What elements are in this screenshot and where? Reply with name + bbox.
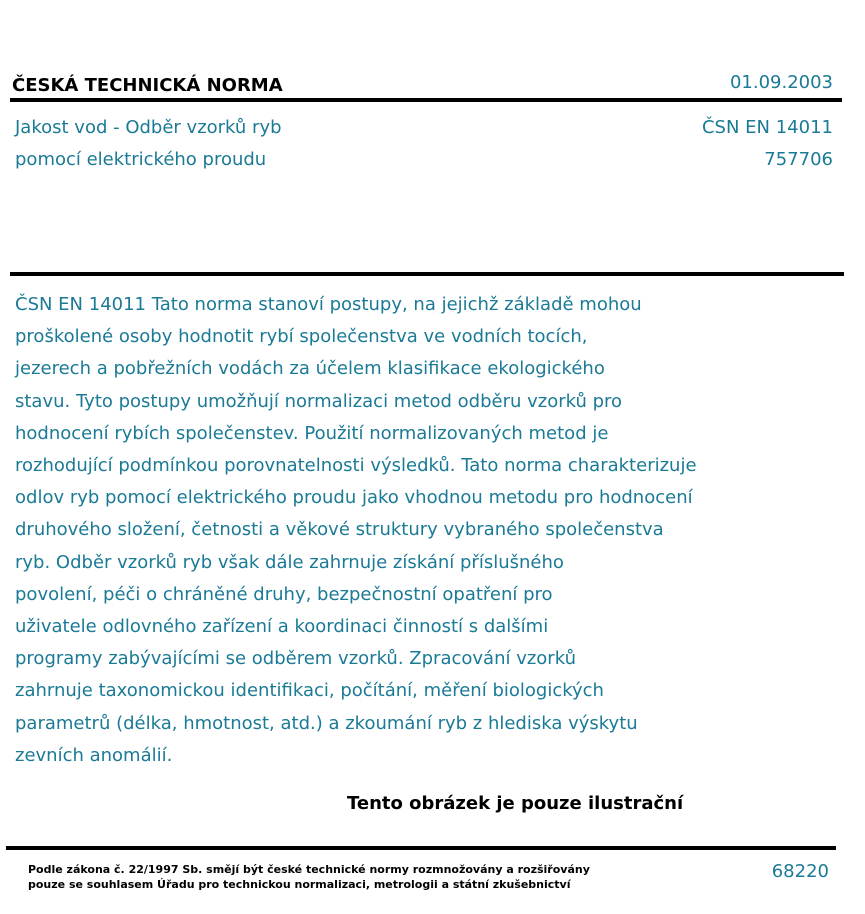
illustration-notice: Tento obrázek je pouze ilustrační — [347, 793, 684, 814]
abstract-text: ČSN EN 14011 Tato norma stanoví postupy, na jejichž základě mohou proškolené osoby hodnotit rybí společenstva ve vodních tocích, jezerech a pobřežních vodách za účelem klasifikace ekologického stavu. Tyto postupy umožňují normalizaci metod odběru vzorků pro hodnocení rybích společenstev. Použití normalizovaných metod je rozhodující podmínkou porovnatelnosti výsledků. Tato norma charakterizuje odlov ryb pomocí elektrického proudu jako vhodnou metodu pro hodnocení druhového složení, četnosti a věkové struktury vybraného společenstva ryb. Odběr vzorků ryb však dále zahrnuje získání příslušného povolení, péči o chráněné druhy, bezpečnostní opatření pro uživatele odlovného zařízení a koordinaci činností s dalšími programy zabývajícími se odběrem vzorků. Zpracování vzorků zahrnuje taxonomickou identifikaci, počítání, měření biologických parametrů (délka, hmotnost, atd.) a zkoumání ryb z hlediska výskytu zevních anomálií. — [15, 294, 697, 766]
issue-date: 01.09.2003 — [729, 72, 833, 93]
catalog-number: 68220 — [771, 861, 829, 882]
standard-code: ČSN EN 14011 — [701, 117, 833, 138]
footer-rule — [6, 846, 836, 850]
header-rule — [10, 98, 842, 102]
document-title-line2: pomocí elektrického proudu — [15, 149, 267, 170]
document-title-line1: Jakost vod - Odběr vzorků ryb — [15, 117, 282, 138]
classification-number: 757706 — [764, 149, 833, 170]
section-rule — [10, 272, 844, 276]
standard-header-title: ČESKÁ TECHNICKÁ NORMA — [12, 75, 283, 96]
copyright-note: Podle zákona č. 22/1997 Sb. smějí být české technické normy rozmnožovány a rozšiřovány pouze se souhlasem Úřadu pro technickou normalizaci, metrologii a státní zkušebnictví — [28, 863, 590, 891]
